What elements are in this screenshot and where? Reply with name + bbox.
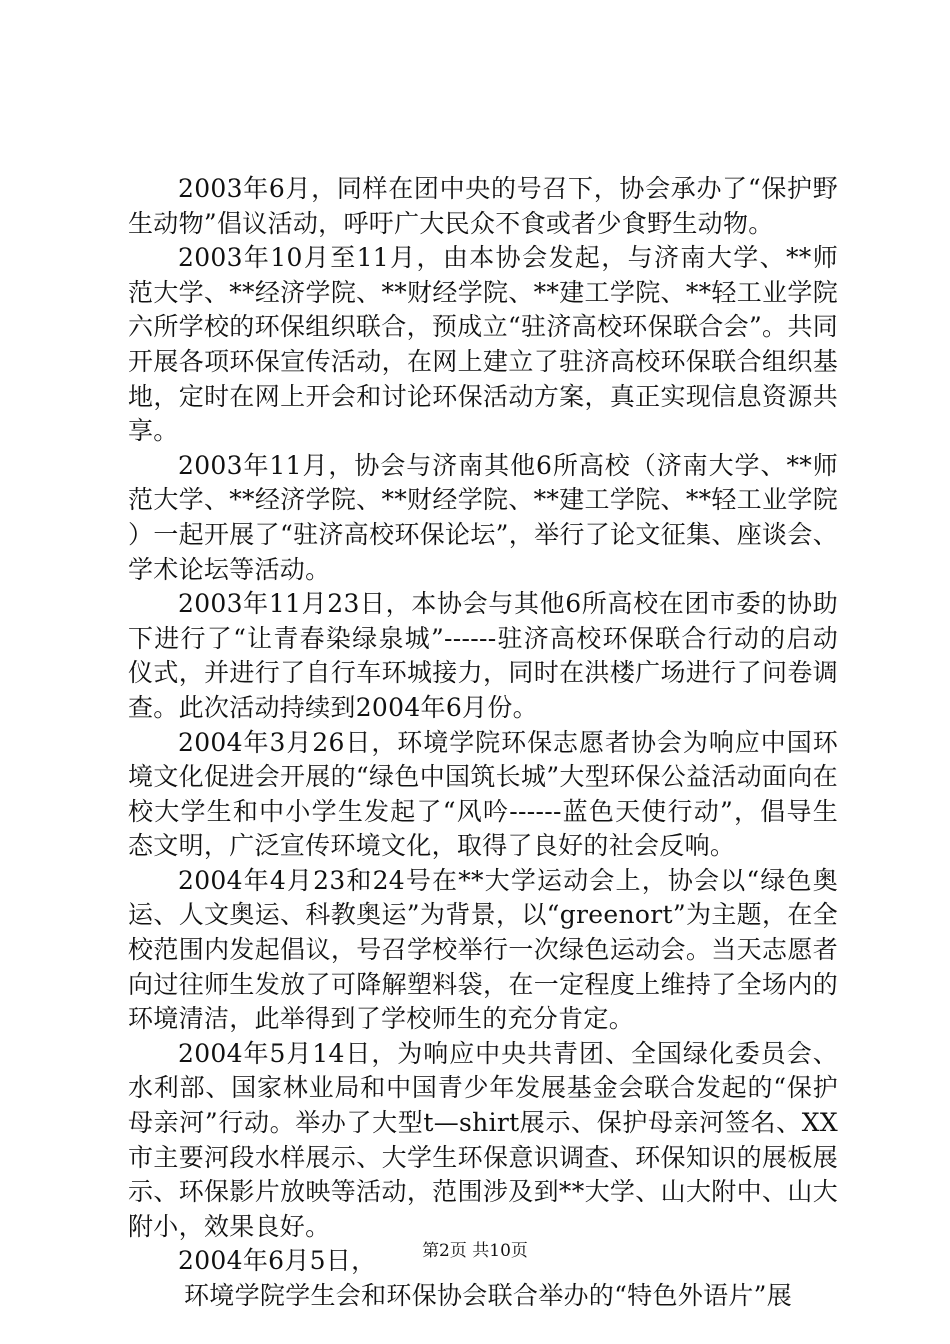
paragraph-2003-nov-23: 2003年11月23日，本协会与其他6所高校在团市委的协助下进行了“让青春染绿泉城”------驻济高校环保联合行动的启动仪式，并进行了自行车环城接力，同时在洪楼广场进行了问卷调查。此次活动持续到2004年6月份。 xyxy=(128,589,838,722)
paragraph-2003-nov-forum: 2003年11月，协会与济南其他6所高校（济南大学、**师范大学、**经济学院、**财经学院、**建工学院、**轻工业学院）一起开展了“驻济高校环保论坛”，举行了论文征集、座谈会、学术论坛等活动。 xyxy=(128,450,838,584)
document-body xyxy=(128,172,838,1314)
paragraph-2004-apr-23: 2004年4月23和24号在**大学运动会上，协会以“绿色奥运、人文奥运、科教奥运”为背景，以“greenort”为主题，在全校范围内发起倡议，号召学校举行一次绿色运动会。当天志愿者向过往师生发放了可降解塑料袋，在一定程度上维持了全场内的环境清洁，此举得到了学校师生的充分肯定。 xyxy=(128,865,838,1034)
page-number: 第2页 xyxy=(422,1241,467,1261)
paragraph-2004-may-14: 2004年5月14日，为响应中央共青团、全国绿化委员会、水利部、国家林业局和中国青少年发展基金会联合发起的“保护母亲河”行动。举办了大型t—shirt展示、保护母亲河签名、XX市主要河段水样展示、大学生环保意识调查、环保知识的展板展示、环保影片放映等活动，范围涉及到**大学、山大附中、山大附小，效果良好。 xyxy=(128,1038,838,1241)
paragraph-2004-jun-5: 2004年6月5日， xyxy=(178,1246,377,1276)
paragraph-foreign-film: 环境学院学生会和环保协会联合举办的“特色外语片”展 xyxy=(184,1281,793,1310)
page-total: 共10页 xyxy=(472,1241,528,1261)
paragraph-2003-oct-nov: 2003年10月至11月，由本协会发起，与济南大学、**师范大学、**经济学院、**财经学院、**建工学院、**轻工业学院六所学校的环保组织联合，预成立“驻济高校环保联合会”。共同开展各项环保宣传活动，在网上建立了驻济高校环保联合组织基地，定时在网上开会和讨论环保活动方案，真正实现信息资源共享。 xyxy=(128,243,838,446)
page-footer xyxy=(0,1240,950,1262)
paragraph-2003-june: 2003年6月，同样在团中央的号召下，协会承办了“保护野生动物”倡议活动，呼吁广大民众不食或者少食野生动物。 xyxy=(128,174,838,238)
paragraph-2004-mar-26: 2004年3月26日，环境学院环保志愿者协会为响应中国环境文化促进会开展的“绿色中国筑长城”大型环保公益活动面向在校大学生和中小学生发起了“风吟------蓝色天使行动”，倡导生态文明，广泛宣传环境文化，取得了良好的社会反响。 xyxy=(128,727,838,861)
